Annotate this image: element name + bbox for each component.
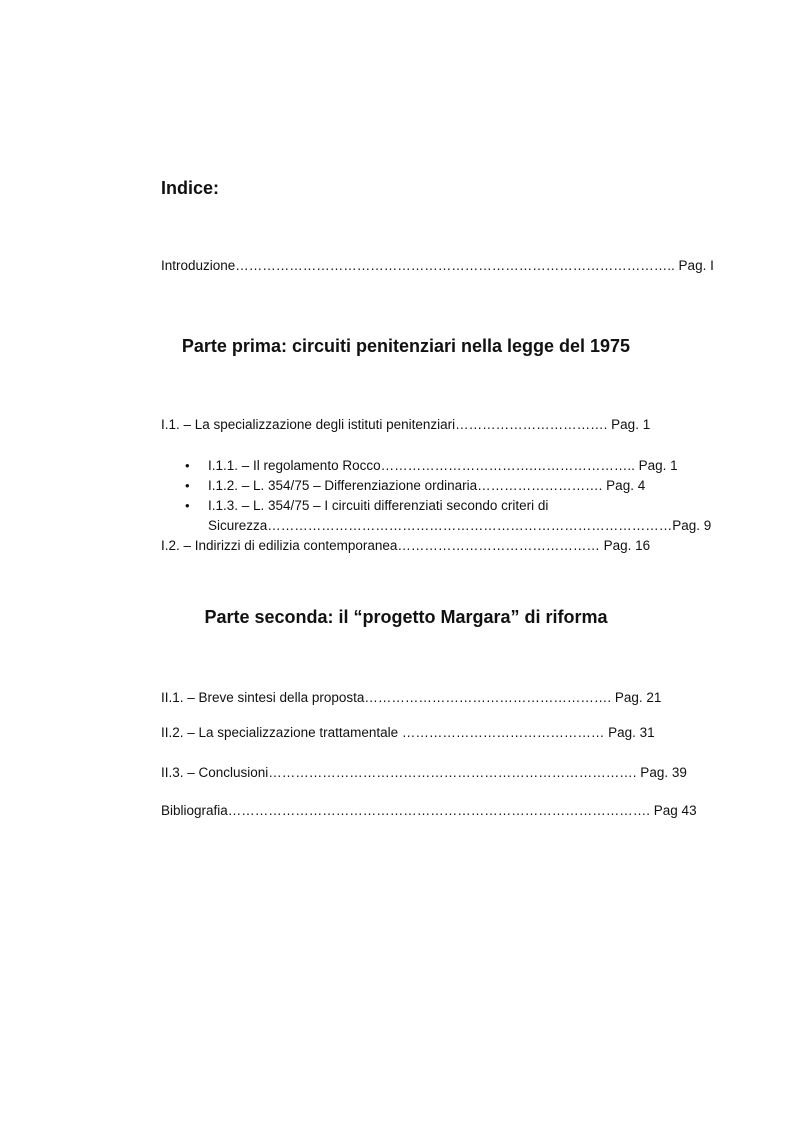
part-one-heading: Parte prima: circuiti penitenziari nella legge del 1975 (181, 336, 631, 356)
bullet-icon: • (185, 478, 190, 493)
toc-entry-ii-2: II.2. – La specializzazione trattamentale ……………………………………… Pag. 31 (161, 725, 655, 740)
toc-entry-i-1: I.1. – La specializzazione degli istituti penitenziari……………………………. Pag. 1 (161, 417, 651, 432)
toc-entry-i-1-3: I.1.3. – L. 354/75 – I circuiti differenziati secondo criteri di (208, 498, 549, 513)
index-title: Indice: (161, 178, 220, 198)
toc-entry-introduzione: Introduzione…………………………………………………………………………………….. Pag. I (161, 258, 714, 273)
toc-entry-i-1-3-continuation: Sicurezza………………………………………………………………………………Pag. 9 (208, 518, 712, 533)
toc-entry-i-2: I.2. – Indirizzi di edilizia contemporanea……………………………………… Pag. 16 (161, 538, 651, 553)
bullet-icon: • (185, 498, 190, 513)
bullet-icon: • (185, 458, 190, 473)
toc-entry-ii-1: II.1. – Breve sintesi della proposta………………………………………………. Pag. 21 (161, 690, 662, 705)
toc-entry-bibliografia: Bibliografia…………………………………………………………………………………. Pag 43 (161, 803, 697, 818)
part-two-heading: Parte seconda: il “progetto Margara” di riforma (204, 607, 608, 627)
toc-entry-i-1-1: I.1.1. – Il regolamento Rocco…………………………….………………….. Pag. 1 (208, 458, 678, 473)
toc-entry-ii-3: II.3. – Conclusioni………………………………………………………………………. Pag. 39 (161, 765, 687, 780)
toc-entry-i-1-2: I.1.2. – L. 354/75 – Differenziazione ordinaria………………………. Pag. 4 (208, 478, 646, 493)
